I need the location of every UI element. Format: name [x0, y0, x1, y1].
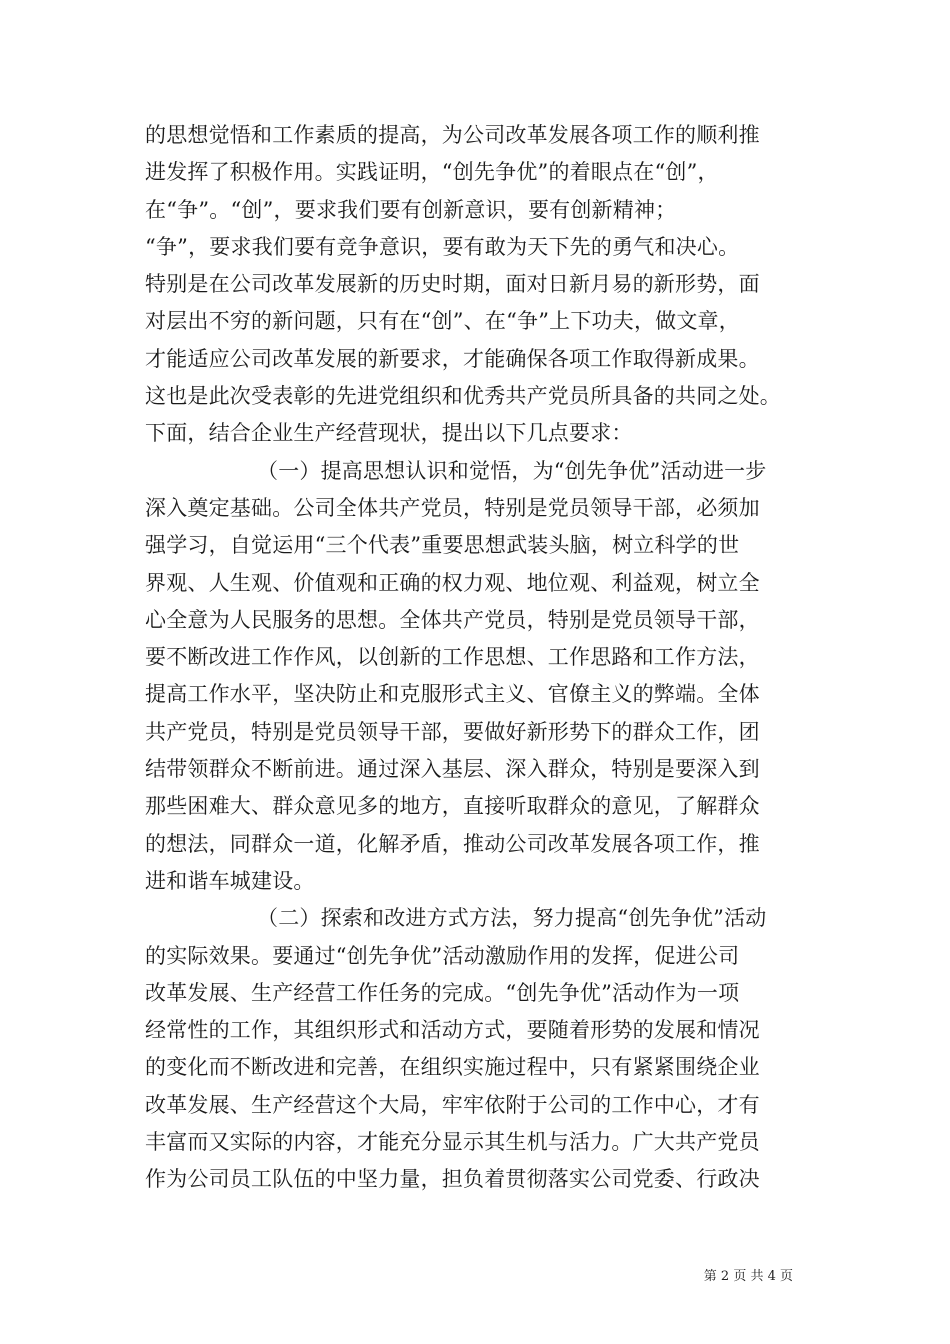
text-line: 特别是在公司改革发展新的历史时期，面对日新月易的新形势，面: [145, 272, 760, 297]
text-line: 的变化而不断改进和完善，在组织实施过程中，只有紧紧围绕企业: [145, 1055, 760, 1080]
text-line: 下面，结合企业生产经营现状，提出以下几点要求：: [145, 421, 633, 446]
text-line: 改革发展、生产经营工作任务的完成。“创先争优”活动作为一项: [145, 980, 740, 1005]
text-line: 进和谐车城建设。: [145, 868, 315, 893]
text-line: 的实际效果。要通过“创先争优”活动激励作用的发挥，促进公司: [145, 943, 740, 968]
text-line: 心全意为人民服务的思想。全体共产党员，特别是党员领导干部，: [145, 607, 760, 632]
page-number-footer: 第 2 页 共 4 页: [703, 1269, 793, 1284]
text-line: “争”，要求我们要有竞争意识，要有敢为天下先的勇气和决心。: [145, 234, 740, 259]
body-text: [145, 117, 815, 1199]
text-line: 要不断改进工作作风，以创新的工作思想、工作思路和工作方法，: [145, 645, 760, 670]
text-line: 的思想觉悟和工作素质的提高，为公司改革发展各项工作的顺利推: [145, 123, 760, 147]
text-line: 强学习，自觉运用“三个代表”重要思想武装头脑，树立科学的世: [145, 533, 740, 558]
text-line: 才能适应公司改革发展的新要求，才能确保各项工作取得新成果。: [145, 346, 760, 371]
text-line: 结带领群众不断前进。通过深入基层、深入群众，特别是要深入到: [145, 757, 760, 782]
section-heading-line: （一）提高思想认识和觉悟，为“创先争优”活动进一步: [257, 458, 767, 483]
text-line: 提高工作水平，坚决防止和克服形式主义、官僚主义的弊端。全体: [145, 682, 760, 707]
text-line: 改革发展、生产经营这个大局，牢牢依附于公司的工作中心，才有: [145, 1092, 760, 1117]
text-line: 进发挥了积极作用。实践证明，“创先争优”的着眼点在“创”，: [145, 160, 719, 185]
text-line: 界观、人生观、价值观和正确的权力观、地位观、利益观，树立全: [145, 570, 760, 595]
text-line: 丰富而又实际的内容，才能充分显示其生机与活力。广大共产党员: [145, 1130, 760, 1155]
text-line: 这也是此次受表彰的先进党组织和优秀共产党员所具备的共同之处。: [145, 384, 781, 409]
section-heading-line: （二）探索和改进方式方法，努力提高“创先争优”活动: [257, 906, 767, 931]
text-line: 的想法，同群众一道，化解矛盾，推动公司改革发展各项工作，推: [145, 831, 760, 856]
text-line: 对层出不穷的新问题，只有在“创”、在“争”上下功夫，做文章，: [145, 309, 740, 334]
text-line: 经常性的工作，其组织形式和活动方式，要随着形势的发展和情况: [145, 1018, 760, 1043]
text-line: 共产党员，特别是党员领导干部，要做好新形势下的群众工作，团: [145, 719, 760, 744]
text-line: 作为公司员工队伍的中坚力量，担负着贯彻落实公司党委、行政决: [145, 1167, 760, 1192]
text-line: 那些困难大、群众意见多的地方，直接听取群众的意见，了解群众: [145, 794, 760, 819]
text-line: 在“争”。“创”，要求我们要有创新意识，要有创新精神；: [145, 197, 677, 222]
text-line: 深入奠定基础。公司全体共产党员，特别是党员领导干部，必须加: [145, 495, 760, 520]
